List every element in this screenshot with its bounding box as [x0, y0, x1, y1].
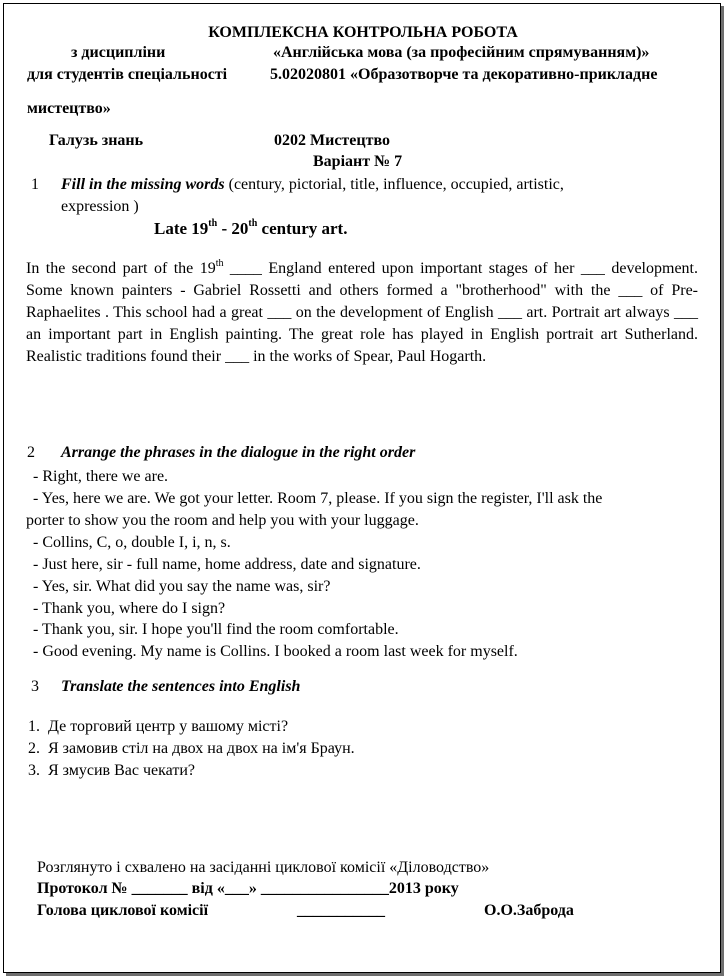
subtitle-part: - 20 [217, 219, 249, 238]
paragraph-sup: th [215, 257, 224, 269]
dialogue-line: - Just here, sir - full name, home address, date and signature. [33, 556, 421, 573]
subtitle-part: century art. [257, 219, 348, 238]
sentence-text: Я замовив стіл на двох на двох на ім'я Браун. [48, 740, 355, 757]
variant-label: Варіант № 7 [313, 153, 403, 170]
discipline-value: «Англійська мова (за професійним спрямуванням)» [273, 44, 650, 61]
sentence-number: 1. [28, 718, 40, 735]
discipline-label: з дисципліни [71, 44, 166, 61]
dialogue-line: - Collins, C, o, double I, i, n, s. [33, 534, 231, 551]
subtitle-sup: th [208, 218, 218, 230]
dialogue-line: - Good evening. My name is Collins. I booked a room last week for myself. [33, 643, 518, 660]
head-label: Голова циклової комісії [37, 902, 209, 919]
field-value: 0202 Мистецтво [274, 132, 390, 149]
signature-line: ___________ [297, 902, 385, 919]
document-title: КОМПЛЕКСНА КОНТРОЛЬНА РОБОТА [208, 24, 518, 41]
dialogue-line: - Thank you, sir. I hope you'll find the room comfortable. [33, 621, 399, 638]
task-1-subtitle [154, 219, 347, 239]
task-1-word-list-end: expression ) [61, 198, 139, 215]
subtitle-sup: th [248, 218, 258, 230]
protocol-line: Протокол № _______ від «___» ________________2013 року [37, 880, 459, 897]
field-label: Галузь знань [49, 132, 144, 149]
task-1-paragraph [26, 258, 698, 368]
paragraph-text: ____ England entered upon important stages of her ___ development. Some known painters - Gabriel Rossetti and others formed a "brotherhood" with the ___ of Pre-Raphaelites . This school had a great ___ on the development of English ___ art. Portrait art always ___ an important part in English painting. The great role has played in English portrait art Sutherland. Realistic traditions found their ___ in the works of Spear, Paul Hogarth. [26, 260, 698, 365]
dialogue-line: - Right, there we are. [33, 468, 169, 485]
dialogue-line: - Yes, here we are. We got your letter. Room 7, please. If you sign the register, I'll ask the [33, 490, 603, 507]
subtitle-part: Late 19 [154, 219, 209, 238]
sentence-number: 3. [28, 762, 40, 779]
specialty-continuation: мистецтво» [27, 100, 111, 117]
sentence-number: 2. [28, 740, 40, 757]
task-1-number: 1 [31, 176, 39, 193]
task-1-heading [61, 176, 564, 194]
dialogue-line: - Yes, sir. What did you say the name was, sir? [33, 578, 331, 595]
task-2-number: 2 [27, 444, 35, 461]
sentence-text: Я змусив Вас чекати? [48, 762, 196, 779]
students-label: для студентів спеціальності [27, 66, 228, 83]
task-2-instruction: Arrange the phrases in the dialogue in the right order [61, 444, 416, 461]
specialty-value: 5.02020801 «Образотворче та декоративно-прикладне [270, 66, 658, 83]
paragraph-text: In the second part of the 19 [26, 260, 216, 277]
task-3-number: 3 [31, 678, 39, 695]
task-1-instruction: Fill in the missing words [61, 176, 225, 193]
task-1-word-list: (century, pictorial, title, influence, occupied, artistic, [224, 176, 564, 193]
sentence-text: Де торговий центр у вашому місті? [48, 718, 289, 735]
head-name: О.О.Заброда [484, 902, 574, 919]
approval-text: Розглянуто і схвалено на засіданні циклової комісії «Діловодство» [37, 859, 490, 876]
task-3-instruction: Translate the sentences into English [61, 678, 301, 695]
dialogue-line-cont: porter to show you the room and help you with your luggage. [26, 512, 419, 529]
dialogue-line: - Thank you, where do I sign? [33, 600, 226, 617]
